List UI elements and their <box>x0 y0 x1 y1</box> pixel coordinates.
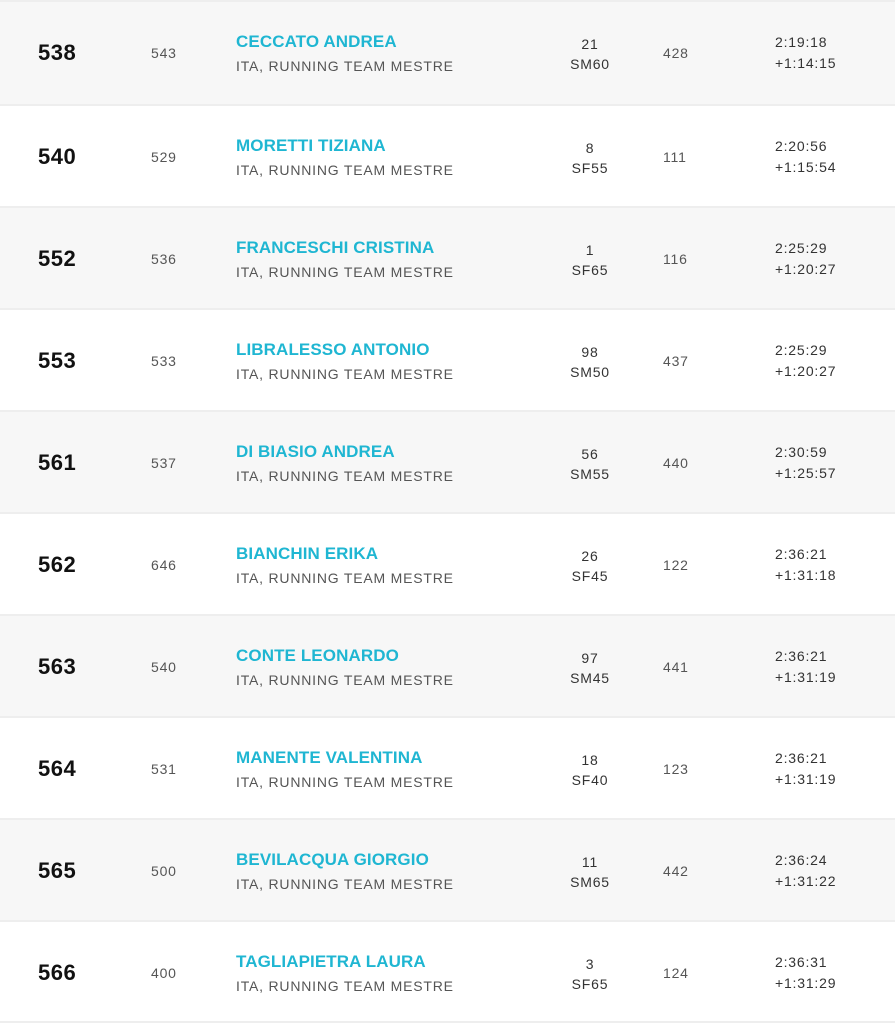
gender-rank: 437 <box>663 353 689 369</box>
overall-position: 553 <box>38 348 77 373</box>
finish-time: 2:19:18 <box>775 34 828 50</box>
bib-number: 533 <box>151 353 177 369</box>
time-cell <box>775 852 836 889</box>
time-cell <box>775 648 836 685</box>
gender-rank: 441 <box>663 659 689 675</box>
athlete-club: ITA, RUNNING TEAM MESTRE <box>236 570 454 586</box>
category-cell <box>540 446 640 482</box>
category-rank: 11 <box>581 854 599 870</box>
category-rank: 3 <box>585 956 595 972</box>
time-cell <box>775 546 836 583</box>
athlete-name-link[interactable]: TAGLIAPIETRA LAURA <box>236 952 426 971</box>
time-cell <box>775 34 836 71</box>
time-cell <box>775 138 836 175</box>
time-gap: +1:25:57 <box>775 465 837 481</box>
gender-rank: 122 <box>663 557 689 573</box>
athlete-name-link[interactable]: DI BIASIO ANDREA <box>236 442 395 461</box>
athlete-club: ITA, RUNNING TEAM MESTRE <box>236 366 454 382</box>
result-row <box>0 412 895 514</box>
athlete-cell <box>236 442 454 484</box>
category-name: SF40 <box>571 772 609 788</box>
category-cell <box>540 854 640 890</box>
athlete-club: ITA, RUNNING TEAM MESTRE <box>236 264 454 280</box>
athlete-name-link[interactable]: BIANCHIN ERIKA <box>236 544 379 563</box>
category-rank: 18 <box>581 752 599 768</box>
category-cell <box>540 752 640 788</box>
finish-time: 2:20:56 <box>775 138 828 154</box>
result-row <box>0 718 895 820</box>
time-gap: +1:15:54 <box>775 159 837 175</box>
bib-number: 536 <box>151 251 177 267</box>
category-cell <box>540 956 640 992</box>
time-cell <box>775 444 836 481</box>
result-row <box>0 310 895 412</box>
athlete-cell <box>236 136 454 178</box>
overall-position: 538 <box>38 40 77 65</box>
athlete-name-link[interactable]: BEVILACQUA GIORGIO <box>236 850 429 869</box>
overall-position: 566 <box>38 960 77 985</box>
result-row <box>0 514 895 616</box>
finish-time: 2:36:21 <box>775 648 828 664</box>
category-rank: 98 <box>581 344 599 360</box>
bib-number: 500 <box>151 863 177 879</box>
time-gap: +1:20:27 <box>775 363 837 379</box>
finish-time: 2:30:59 <box>775 444 828 460</box>
category-cell <box>540 36 640 72</box>
overall-position: 564 <box>38 756 77 781</box>
bib-number: 540 <box>151 659 177 675</box>
athlete-club: ITA, RUNNING TEAM MESTRE <box>236 58 454 74</box>
time-cell <box>775 954 836 991</box>
athlete-name-link[interactable]: CONTE LEONARDO <box>236 646 399 665</box>
gender-rank: 442 <box>663 863 689 879</box>
category-rank: 21 <box>581 36 599 52</box>
time-cell <box>775 342 836 379</box>
athlete-club: ITA, RUNNING TEAM MESTRE <box>236 468 454 484</box>
time-gap: +1:31:22 <box>775 873 837 889</box>
category-rank: 56 <box>581 446 599 462</box>
finish-time: 2:36:31 <box>775 954 828 970</box>
category-cell <box>540 242 640 278</box>
athlete-cell <box>236 238 454 280</box>
finish-time: 2:36:24 <box>775 852 828 868</box>
finish-time: 2:25:29 <box>775 342 828 358</box>
finish-time: 2:25:29 <box>775 240 828 256</box>
category-name: SM55 <box>570 466 610 482</box>
athlete-cell <box>236 32 454 74</box>
overall-position: 552 <box>38 246 77 271</box>
gender-rank: 111 <box>663 149 687 165</box>
athlete-club: ITA, RUNNING TEAM MESTRE <box>236 978 454 994</box>
time-gap: +1:31:19 <box>775 771 837 787</box>
result-row <box>0 820 895 922</box>
athlete-cell <box>236 646 454 688</box>
category-cell <box>540 344 640 380</box>
category-name: SM65 <box>570 874 610 890</box>
category-name: SM60 <box>570 56 610 72</box>
time-gap: +1:31:29 <box>775 975 837 991</box>
athlete-club: ITA, RUNNING TEAM MESTRE <box>236 774 454 790</box>
category-cell <box>540 650 640 686</box>
category-rank: 97 <box>581 650 599 666</box>
result-row <box>0 208 895 310</box>
gender-rank: 440 <box>663 455 689 471</box>
gender-rank: 428 <box>663 45 689 61</box>
result-row <box>0 106 895 208</box>
time-gap: +1:31:19 <box>775 669 837 685</box>
category-name: SF55 <box>571 160 609 176</box>
gender-rank: 116 <box>663 251 688 267</box>
category-name: SF45 <box>571 568 609 584</box>
bib-number: 537 <box>151 455 177 471</box>
result-row <box>0 2 895 104</box>
time-gap: +1:31:18 <box>775 567 837 583</box>
category-name: SF65 <box>571 976 609 992</box>
athlete-club: ITA, RUNNING TEAM MESTRE <box>236 876 454 892</box>
gender-rank: 124 <box>663 965 689 981</box>
time-cell <box>775 750 836 787</box>
category-cell <box>540 140 640 176</box>
result-row <box>0 922 895 1024</box>
athlete-cell <box>236 748 454 790</box>
time-gap: +1:14:15 <box>775 55 837 71</box>
time-cell <box>775 240 836 277</box>
overall-position: 561 <box>38 450 77 475</box>
category-rank: 8 <box>585 140 595 156</box>
category-name: SM50 <box>570 364 610 380</box>
athlete-cell <box>236 340 454 382</box>
overall-position: 540 <box>38 144 77 169</box>
overall-position: 562 <box>38 552 77 577</box>
overall-position: 565 <box>38 858 77 883</box>
category-name: SM45 <box>570 670 610 686</box>
athlete-name-link[interactable]: CECCATO ANDREA <box>236 32 397 51</box>
bib-number: 400 <box>151 965 177 981</box>
athlete-club: ITA, RUNNING TEAM MESTRE <box>236 162 454 178</box>
category-rank: 26 <box>581 548 599 564</box>
bib-number: 543 <box>151 45 177 61</box>
category-rank: 1 <box>585 242 595 258</box>
athlete-name-link[interactable]: LIBRALESSO ANTONIO <box>236 340 430 359</box>
athlete-cell <box>236 952 454 994</box>
bib-number: 646 <box>151 557 177 573</box>
overall-position: 563 <box>38 654 77 679</box>
athlete-cell <box>236 850 454 892</box>
result-row <box>0 616 895 718</box>
bib-number: 531 <box>151 761 177 777</box>
category-name: SF65 <box>571 262 609 278</box>
finish-time: 2:36:21 <box>775 750 828 766</box>
athlete-name-link[interactable]: MORETTI TIZIANA <box>236 136 386 155</box>
time-gap: +1:20:27 <box>775 261 837 277</box>
gender-rank: 123 <box>663 761 689 777</box>
finish-time: 2:36:21 <box>775 546 828 562</box>
category-cell <box>540 548 640 584</box>
athlete-cell <box>236 544 454 586</box>
athlete-club: ITA, RUNNING TEAM MESTRE <box>236 672 454 688</box>
bib-number: 529 <box>151 149 177 165</box>
athlete-name-link[interactable]: MANENTE VALENTINA <box>236 748 423 767</box>
athlete-name-link[interactable]: FRANCESCHI CRISTINA <box>236 238 435 257</box>
